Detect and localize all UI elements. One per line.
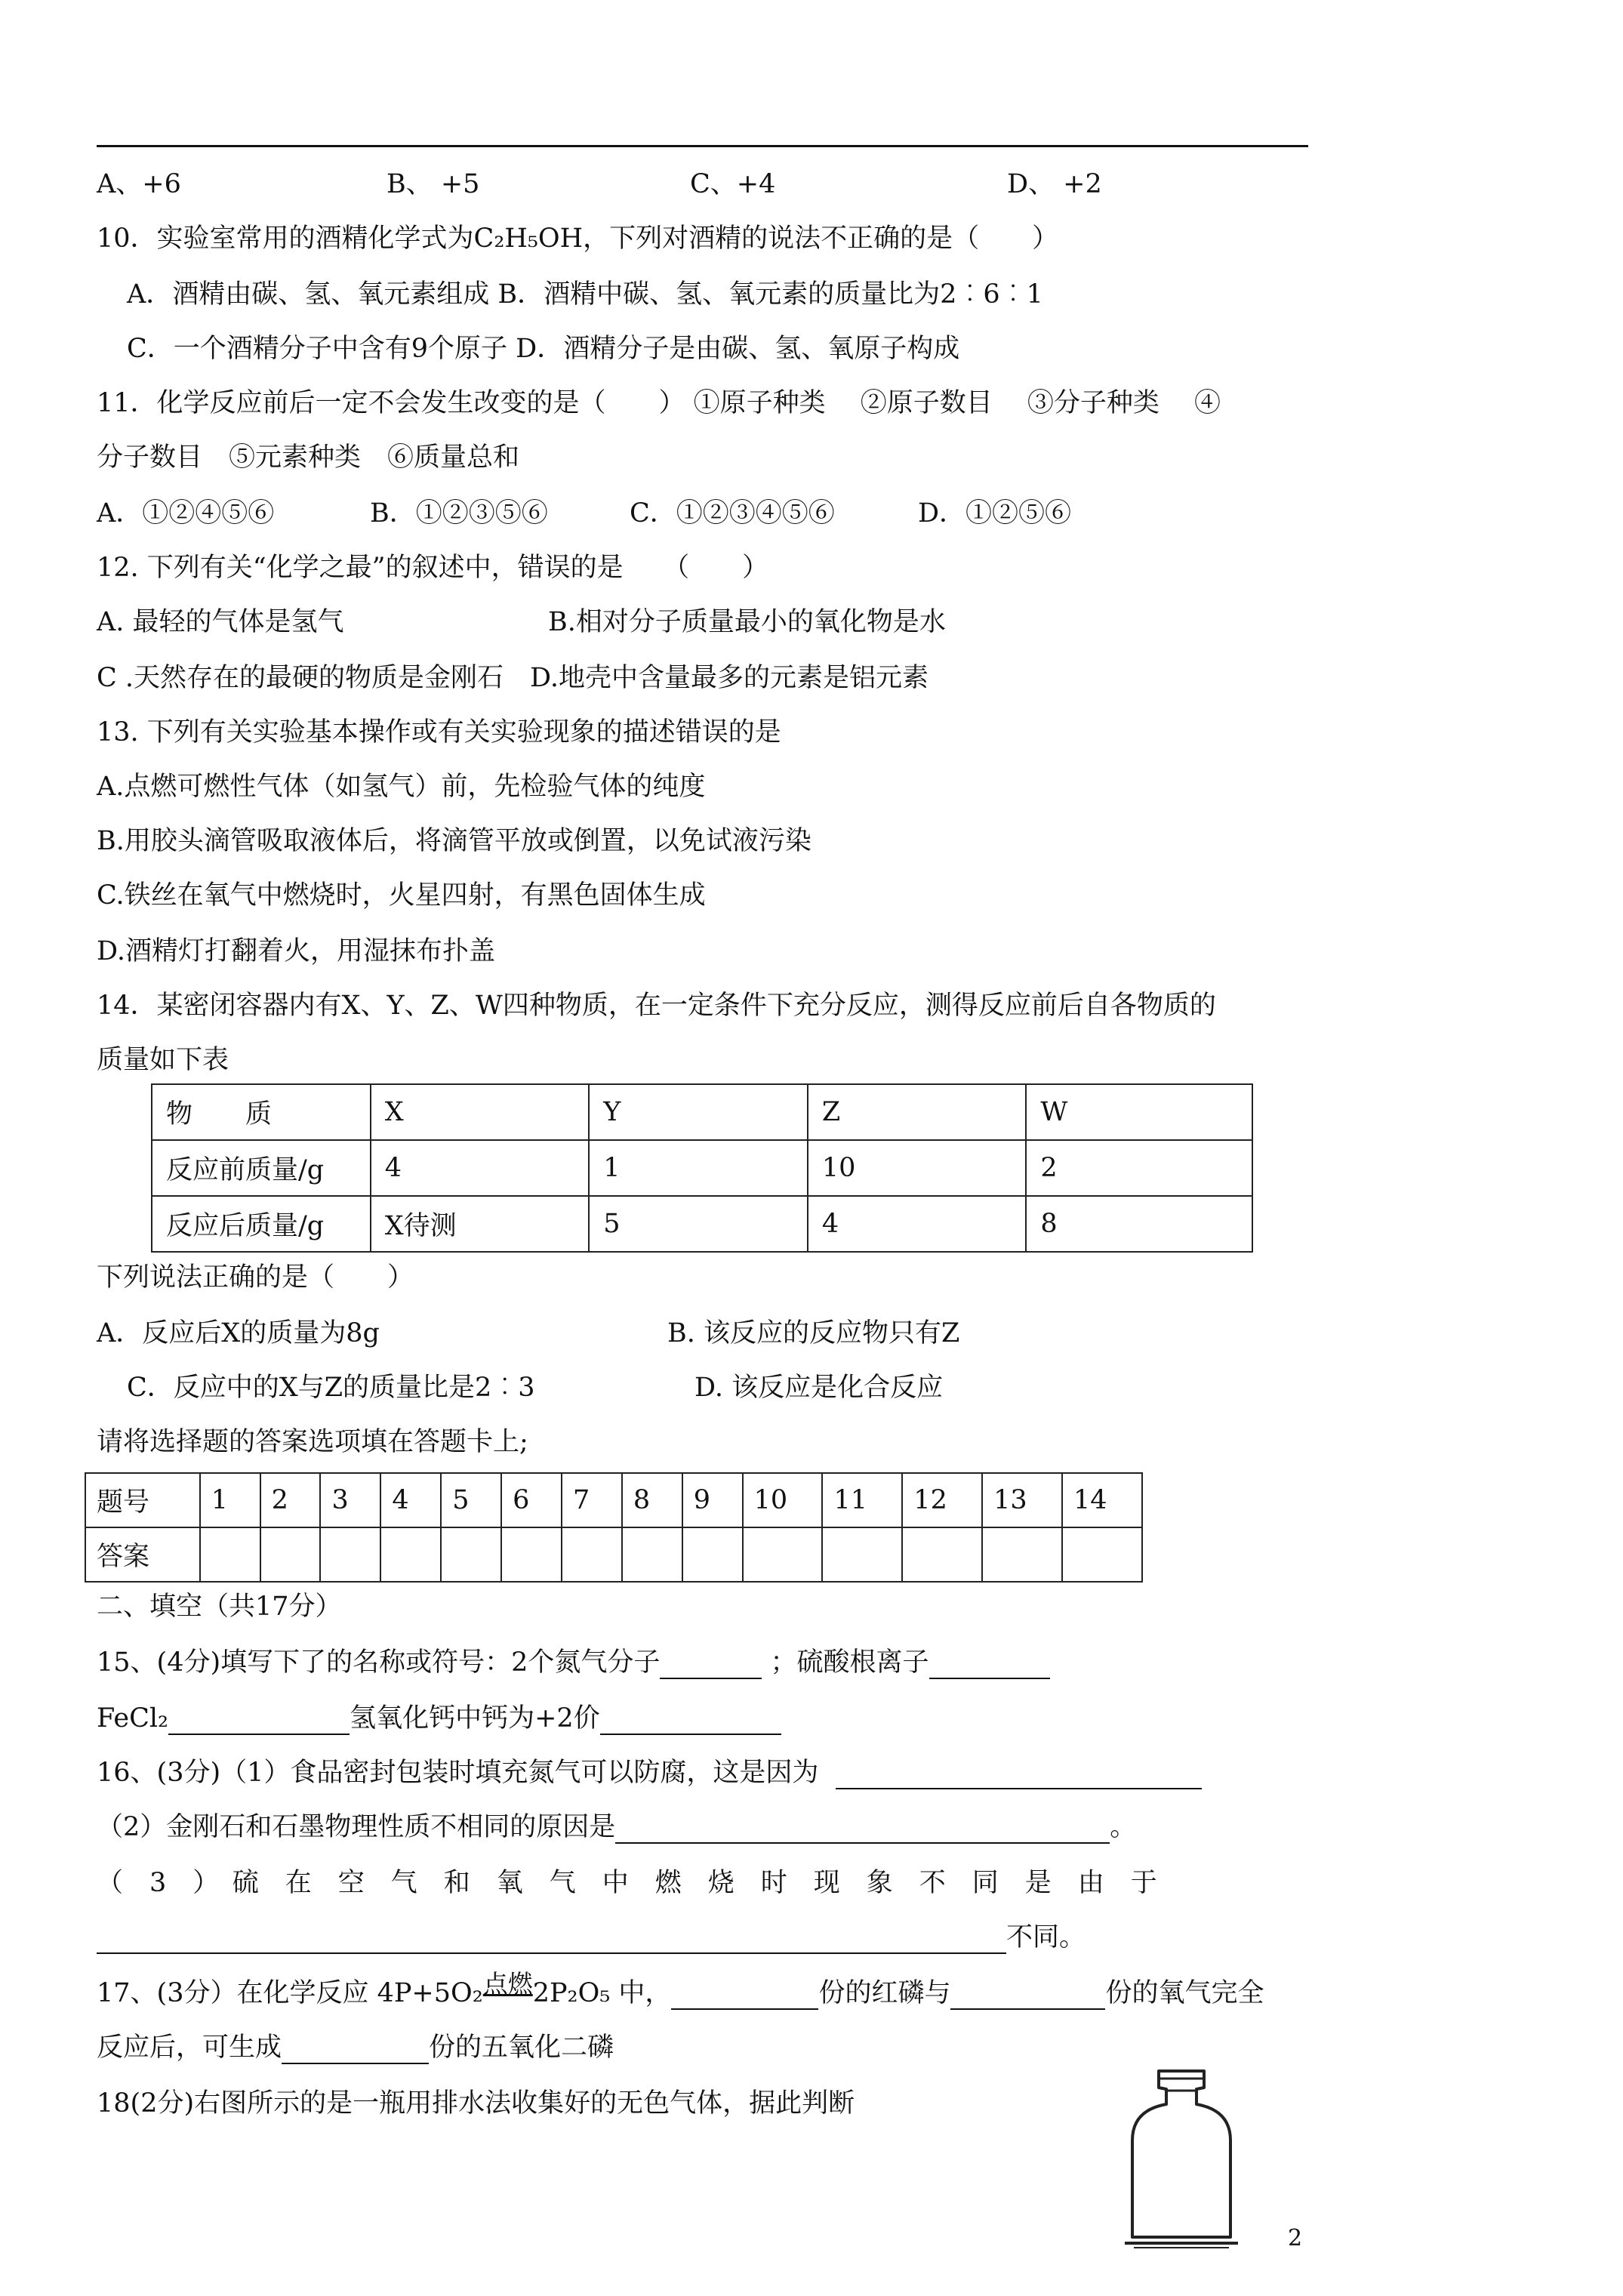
answer-cell[interactable] xyxy=(982,1527,1062,1582)
table-cell: X待测 xyxy=(371,1196,590,1252)
answer-blank[interactable] xyxy=(836,1762,1202,1789)
table-cell: 1 xyxy=(589,1140,808,1196)
table-row xyxy=(152,1140,1252,1196)
q11-option-a: A．①②④⑤⑥ xyxy=(97,498,275,529)
q14-option-d: D. 该反应是化合反应 xyxy=(694,1373,944,1403)
table-cell: 8 xyxy=(1026,1196,1252,1252)
answer-card-table xyxy=(85,1472,1143,1583)
section-heading: 二、填空（共17分） xyxy=(97,1592,342,1622)
table-cell: 12 xyxy=(902,1473,982,1527)
table-cell: 答案 xyxy=(85,1527,200,1582)
mass-table xyxy=(151,1083,1253,1253)
table-cell: 反应后质量/g xyxy=(152,1196,371,1252)
q17-text-b: 2P₂O₅ 中， xyxy=(532,1978,672,2008)
table-row xyxy=(85,1527,1142,1582)
answer-blank[interactable] xyxy=(950,1983,1105,2010)
table-cell: 13 xyxy=(982,1473,1062,1527)
q15-line1 xyxy=(97,1646,1050,1679)
table-cell: 2 xyxy=(1026,1140,1252,1196)
q16-line4 xyxy=(97,1921,1086,1954)
table-cell: Z xyxy=(808,1084,1027,1140)
table-cell: 4 xyxy=(380,1473,441,1527)
page-number: 2 xyxy=(1288,2225,1303,2251)
table-cell: Y xyxy=(589,1084,808,1140)
table-row xyxy=(152,1084,1252,1140)
q16-text-a: 16、(3分)（1）食品密封包装时填充氮气可以防腐，这是因为 xyxy=(97,1758,819,1788)
q17-text-c: 份的红磷与 xyxy=(818,1978,951,2008)
q10-stem: 10．实验室常用的酒精化学式为C₂H₅OH，下列对酒精的说法不正确的是（ ） xyxy=(97,223,1059,254)
q15-text-c: FeCl₂ xyxy=(97,1703,169,1734)
table-cell: 4 xyxy=(371,1140,590,1196)
q14-option-a: A．反应后X的质量为8g xyxy=(97,1318,380,1348)
q9-option-a: A、+6 xyxy=(97,169,181,199)
q17-text-f: 份的五氧化二磷 xyxy=(429,2032,614,2063)
q18-stem: 18(2分)右图所示的是一瓶用排水法收集好的无色气体，据此判断 xyxy=(97,2088,855,2119)
q12-option-b: B.相对分子质量最小的氧化物是水 xyxy=(548,607,946,637)
q16-text-c: 。 xyxy=(1110,1812,1137,1842)
answer-blank[interactable] xyxy=(600,1708,781,1735)
answer-cell[interactable] xyxy=(260,1527,321,1582)
q11-option-d: D．①②⑤⑥ xyxy=(918,498,1072,529)
table-cell: 2 xyxy=(260,1473,321,1527)
table-cell: 3 xyxy=(320,1473,380,1527)
table-cell: 1 xyxy=(200,1473,260,1527)
answer-blank[interactable] xyxy=(97,1927,1006,1954)
answer-blank[interactable] xyxy=(168,1708,350,1735)
q9-option-b: B、 +5 xyxy=(387,169,480,199)
table-row xyxy=(152,1196,1252,1252)
q14-prompt: 下列说法正确的是（ ） xyxy=(97,1262,414,1293)
q16-line2 xyxy=(97,1811,1136,1844)
q11-option-c: C．①②③④⑤⑥ xyxy=(630,498,835,529)
answer-cell[interactable] xyxy=(1062,1527,1142,1582)
q15-line2 xyxy=(97,1702,781,1735)
q11-stem-line2: 分子数目 ⑤元素种类 ⑥质量总和 xyxy=(97,442,520,473)
q14-stem-line1: 14．某密闭容器内有X、Y、Z、W四种物质，在一定条件下充分反应，测得反应前后自各物质的 xyxy=(97,991,1216,1021)
q16-text-b: （2）金刚石和石墨物理性质不相同的原因是 xyxy=(97,1812,616,1842)
q12-stem: 12. 下列有关“化学之最”的叙述中，错误的是 （ ） xyxy=(97,553,769,583)
q15-text-b: ；硫酸根离子 xyxy=(770,1647,929,1678)
table-cell: 11 xyxy=(822,1473,902,1527)
q12-options-cd: C .天然存在的最硬的物质是金刚石 D.地壳中含量最多的元素是铝元素 xyxy=(97,663,929,693)
table-row xyxy=(85,1473,1142,1527)
q17-text-e: 反应后，可生成 xyxy=(97,2032,282,2063)
table-cell: 5 xyxy=(589,1196,808,1252)
q16-text-d: 不同。 xyxy=(1006,1922,1086,1952)
answer-blank[interactable] xyxy=(615,1817,1110,1844)
q10-options-ab: A．酒精由碳、氢、氧元素组成 B．酒精中碳、氢、氧元素的质量比为2︰6︰1 xyxy=(127,279,1043,310)
q17-text-d: 份的氧气完全 xyxy=(1105,1978,1264,2008)
answer-cell[interactable] xyxy=(200,1527,260,1582)
table-cell: 9 xyxy=(682,1473,743,1527)
table-cell: 10 xyxy=(743,1473,823,1527)
q16-line1 xyxy=(97,1756,1202,1789)
q12-option-a: A. 最轻的气体是氢气 xyxy=(97,607,344,637)
q13-option-d: D.酒精灯打翻着火，用湿抹布扑盖 xyxy=(97,936,495,966)
table-cell: 8 xyxy=(622,1473,682,1527)
q9-option-c: C、+4 xyxy=(690,169,776,199)
top-rule xyxy=(97,145,1308,147)
q9-option-d: D、 +2 xyxy=(1007,169,1102,199)
answer-card-note: 请将选择题的答案选项填在答题卡上; xyxy=(97,1427,528,1457)
q13-stem: 13. 下列有关实验基本操作或有关实验现象的描述错误的是 xyxy=(97,717,781,747)
answer-cell[interactable] xyxy=(562,1527,622,1582)
q16-line3: （ 3 ） 硫 在 空 气 和 氧 气 中 燃 烧 时 现 象 不 同 是 由 于 xyxy=(97,1868,1157,1898)
reaction-condition: 点燃 xyxy=(482,1969,533,1999)
table-cell: 物 质 xyxy=(152,1084,371,1140)
q11-option-b: B．①②③⑤⑥ xyxy=(370,498,548,529)
q14-option-b: B. 该反应的反应物只有Z xyxy=(667,1318,960,1348)
answer-cell[interactable] xyxy=(320,1527,380,1582)
table-cell: 题号 xyxy=(85,1473,200,1527)
answer-cell[interactable] xyxy=(682,1527,743,1582)
table-cell: X xyxy=(371,1084,590,1140)
answer-cell[interactable] xyxy=(501,1527,562,1582)
answer-blank[interactable] xyxy=(929,1652,1050,1679)
q11-stem-line1: 11．化学反应前后一定不会发生改变的是（ ） ①原子种类 ②原子数目 ③分子种类 ④ xyxy=(97,388,1221,418)
answer-blank[interactable] xyxy=(671,1983,818,2010)
q13-option-a: A.点燃可燃性气体（如氢气）前，先检验气体的纯度 xyxy=(97,772,706,802)
table-cell: 4 xyxy=(808,1196,1027,1252)
table-cell: 反应前质量/g xyxy=(152,1140,371,1196)
q13-option-b: B.用胶头滴管吸取液体后，将滴管平放或倒置，以免试液污染 xyxy=(97,826,812,856)
q17-text-a: 17、(3分）在化学反应 4P+5O₂ xyxy=(97,1978,483,2008)
answer-cell[interactable] xyxy=(822,1527,902,1582)
table-cell: 5 xyxy=(441,1473,501,1527)
answer-blank[interactable] xyxy=(282,2037,429,2064)
answer-cell[interactable] xyxy=(743,1527,823,1582)
table-cell: 10 xyxy=(808,1140,1027,1196)
q17-line2 xyxy=(97,2031,614,2064)
gas-bottle-icon xyxy=(1125,2065,1238,2250)
q13-option-c: C.铁丝在氧气中燃烧时，火星四射，有黑色固体生成 xyxy=(97,880,706,911)
q15-text-a: 15、(4分)填写下了的名称或符号：2个氮气分子 xyxy=(97,1647,661,1678)
q14-stem-line2: 质量如下表 xyxy=(97,1045,229,1075)
table-cell: 6 xyxy=(501,1473,562,1527)
q14-option-c: C．反应中的X与Z的质量比是2︰3 xyxy=(127,1373,535,1403)
table-cell: 7 xyxy=(562,1473,622,1527)
q17-line1 xyxy=(97,1969,1264,2010)
answer-cell[interactable] xyxy=(622,1527,682,1582)
q10-options-cd: C．一个酒精分子中含有9个原子 D．酒精分子是由碳、氢、氧原子构成 xyxy=(127,334,960,364)
q15-text-d: 氢氧化钙中钙为+2价 xyxy=(350,1703,600,1734)
answer-blank[interactable] xyxy=(660,1652,762,1679)
answer-cell[interactable] xyxy=(380,1527,441,1582)
table-cell: 14 xyxy=(1062,1473,1142,1527)
answer-cell[interactable] xyxy=(902,1527,982,1582)
table-cell: W xyxy=(1026,1084,1252,1140)
answer-cell[interactable] xyxy=(441,1527,501,1582)
